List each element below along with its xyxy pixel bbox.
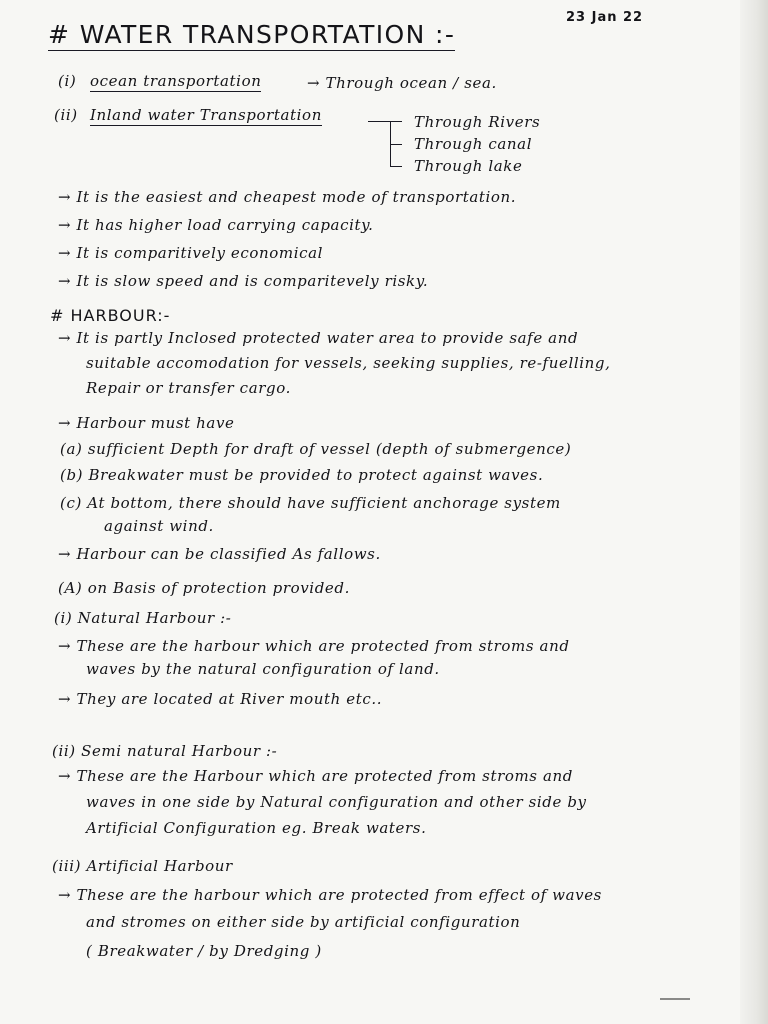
harbour-definition-line: → It is partly Inclosed protected water area to provide safe and [58, 329, 579, 347]
branch-tick [390, 166, 402, 167]
harbour-heading: # HARBOUR:- [50, 306, 171, 325]
must-have-item: (b) Breakwater must be provided to protect against waves. [60, 466, 544, 484]
harbour-definition-line: suitable accomodation for vessels, seeking supplies, re-fuelling, [86, 354, 611, 372]
natural-harbour-line: → They are located at River mouth etc.. [58, 690, 383, 708]
artificial-harbour-heading: (iii) Artificial Harbour [52, 857, 233, 875]
must-have-item-continued: against wind. [104, 517, 214, 535]
semi-natural-harbour-line: → These are the Harbour which are protected from stroms and [58, 767, 573, 785]
inland-branch-lake: Through lake [414, 157, 523, 175]
inland-number: (ii) [54, 106, 78, 124]
ocean-transportation-label: ocean transportation [90, 72, 262, 90]
branch-tick [390, 144, 402, 145]
natural-harbour-line: waves by the natural configuration of land. [86, 660, 440, 678]
classification-basis: (A) on Basis of protection provided. [58, 579, 350, 597]
must-have-item: (a) sufficient Depth for draft of vessel (depth of submergence) [60, 440, 572, 458]
date-stamp: 23 Jan 22 [566, 10, 644, 25]
artificial-harbour-line: ( Breakwater / by Dredging ) [86, 942, 322, 960]
page-title: # WATER TRANSPORTATION :- [48, 20, 456, 49]
feature-line: → It is comparitively economical [58, 244, 324, 262]
artificial-harbour-line: and stromes on either side by artificial configuration [86, 913, 521, 931]
inland-branch-rivers: Through Rivers [414, 113, 541, 131]
feature-line: → It is the easiest and cheapest mode of transportation. [58, 188, 517, 206]
ocean-transportation-desc: → Through ocean / sea. [307, 74, 497, 92]
classification-intro: → Harbour can be classified As fallows. [58, 545, 381, 563]
natural-harbour-line: → These are the harbour which are protected from stroms and [58, 637, 570, 655]
semi-natural-harbour-heading: (ii) Semi natural Harbour :- [52, 742, 278, 760]
natural-harbour-heading: (i) Natural Harbour :- [54, 609, 232, 627]
inland-branch-canal: Through canal [414, 135, 533, 153]
inland-transportation-label: Inland water Transportation [90, 106, 322, 124]
must-have-item: (c) At bottom, there should have sufficient anchorage system [60, 494, 561, 512]
semi-natural-harbour-line: waves in one side by Natural configuration and other side by [86, 793, 587, 811]
semi-natural-harbour-line: Artificial Configuration eg. Break waters. [86, 819, 427, 837]
must-have-intro: → Harbour must have [58, 414, 235, 432]
page-edge [740, 0, 768, 1024]
artificial-harbour-line: → These are the harbour which are protected from effect of waves [58, 886, 602, 904]
branch-connector [368, 121, 402, 122]
page-smudge [660, 998, 690, 1000]
feature-line: → It has higher load carrying capacity. [58, 216, 374, 234]
ocean-number: (i) [58, 72, 77, 90]
harbour-definition-line: Repair or transfer cargo. [86, 379, 291, 397]
feature-line: → It is slow speed and is comparitevely risky. [58, 272, 429, 290]
